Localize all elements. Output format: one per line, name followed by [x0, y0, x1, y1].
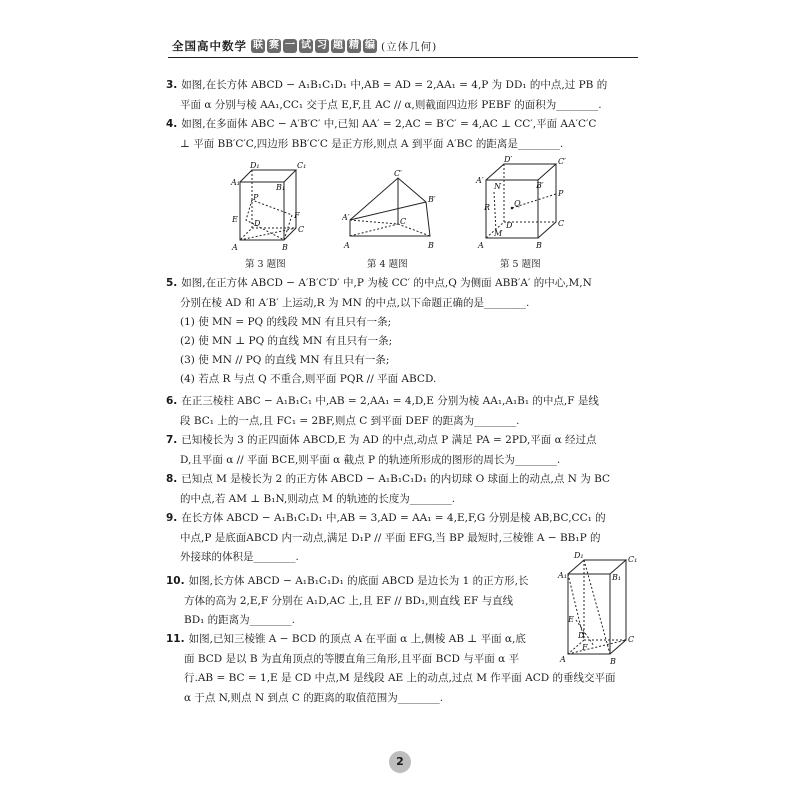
- question-text: D,且平面 α // 平面 BCE,则平面 α 截点 P 的轨迹所形成的图形的周长为________.: [180, 453, 561, 466]
- question-7: [166, 431, 597, 470]
- svg-text:C′: C′: [394, 169, 402, 178]
- question-3: [166, 76, 607, 115]
- question-number: 9.: [166, 512, 178, 524]
- svg-text:A: A: [232, 243, 238, 252]
- question-text: 如图,长方体 ABCD − A₁B₁C₁D₁ 的底面 ABCD 是边长为 1 的正方形,长: [188, 575, 529, 587]
- svg-text:E: E: [568, 615, 574, 624]
- svg-text:B: B: [536, 241, 542, 250]
- page-number: 2: [389, 751, 411, 773]
- question-text: 在正三棱柱 ABC − A₁B₁C₁ 中,AB = 2,AA₁ = 4,D,E 分别为棱 AA₁,A₁B₁ 的中点,F 是线: [181, 395, 599, 407]
- question-text: 已知棱长为 3 的正四面体 ABCD,E 为 AD 的中点,动点 P 满足 PA = 2PD,平面 α 经过点: [181, 434, 597, 446]
- svg-text:C₁: C₁: [628, 555, 638, 564]
- chapter-subtitle: (立体几何): [381, 40, 438, 53]
- question-text: 在长方体 ABCD − A₁B₁C₁D₁ 中,AB = 3,AD = AA₁ = 4,E,F,G 分别是棱 AB,BC,CC₁ 的: [181, 512, 606, 524]
- question-9: [166, 509, 606, 568]
- question-text: 如图,在正方体 ABCD − A′B′C′D′ 中,P 为棱 CC′ 的中点,Q 为侧面 ABB′A′ 的中心,M,N: [181, 277, 592, 289]
- svg-text:D: D: [506, 221, 513, 230]
- svg-text:D: D: [254, 219, 261, 228]
- question-number: 8.: [166, 473, 178, 485]
- svg-text:C: C: [400, 217, 407, 226]
- badge-char: 试: [301, 40, 311, 51]
- svg-text:A′: A′: [476, 176, 484, 185]
- figure-q5-cube: [474, 156, 574, 252]
- question-text: 方体的高为 2,E,F 分别在 A₁D,AC 上,且 EF // BD₁,则直线 EF 与直线: [184, 594, 514, 607]
- question-text: 已知点 M 是棱长为 2 的正方体 ABCD − A₁B₁C₁D₁ 的内切球 O 球面上的动点,点 N 为 BC: [181, 473, 611, 485]
- question-number: 5.: [166, 277, 178, 289]
- q5-option-2: (2) 使 MN ⊥ PQ 的直线 MN 有且只有一条;: [180, 335, 393, 347]
- badge-char: 联: [253, 40, 263, 51]
- question-text: 行.AB = BC = 1,E 是 CD 中点,M 是线段 AE 上的动点,过点 M 作平面 ACD 的垂线交平面: [184, 672, 616, 684]
- header-rule: [168, 57, 638, 58]
- badge-char: 一: [285, 40, 295, 51]
- svg-text:B′: B′: [536, 181, 544, 190]
- question-number: 11.: [166, 633, 185, 645]
- question-11: [166, 630, 616, 708]
- question-4: [166, 115, 596, 154]
- svg-text:N: N: [494, 182, 501, 191]
- badge-char: 习: [317, 40, 327, 51]
- question-text: 面 BCD 是以 B 为直角顶点的等腰直角三角形,且平面 BCD 与平面 α 平: [184, 652, 520, 665]
- figure-q10-cuboid: [556, 550, 640, 668]
- badge-char: 编: [365, 40, 375, 51]
- svg-text:B: B: [610, 657, 616, 666]
- q5-option-1: (1) 使 MN = PQ 的线段 MN 有且只有一条;: [180, 316, 392, 328]
- svg-text:D′: D′: [504, 156, 513, 164]
- question-text: α 于点 N,则点 N 到点 C 的距离的取值范围为________.: [184, 691, 444, 704]
- question-text: 中点,P 是底面ABCD 内一动点,满足 D₁P // 平面 EFG,当 BP 最短时,三棱锥 A − BB₁P 的: [180, 531, 601, 544]
- question-number: 10.: [166, 575, 185, 587]
- question-text: BD₁ 的距离为________.: [184, 614, 296, 626]
- svg-text:D₁: D₁: [574, 551, 584, 560]
- question-text: ⊥ 平面 BB′C′C,四边形 BB′C′C 是正方形,则点 A 到平面 A′BC 的距离是________.: [180, 137, 564, 150]
- q5-option-3: (3) 使 MN // PQ 的直线 MN 有且只有一条;: [180, 354, 390, 366]
- svg-text:C′: C′: [558, 157, 566, 166]
- question-text: 如图,在多面体 ABC − A′B′C′ 中,已知 AA′ = 2,AC = B′C′ = 4,AC ⊥ CC′,平面 AA′C′C: [181, 118, 597, 130]
- question-number: 6.: [166, 395, 178, 407]
- question-text: 的中点,若 AM ⊥ B₁N,则动点 M 的轨迹的长度为________.: [180, 492, 456, 505]
- question-text: 分别在棱 AD 和 A′B′ 上运动,R 为 MN 的中点,以下命题正确的是________.: [180, 296, 530, 309]
- question-5: [166, 274, 592, 313]
- question-number: 4.: [166, 118, 178, 130]
- svg-text:P: P: [558, 189, 564, 198]
- q5-option-4: (4) 若点 R 与点 Q 不重合,则平面 PQR // 平面 ABCD.: [180, 373, 437, 385]
- figure-caption: 第 5 题图: [500, 259, 541, 270]
- svg-text:F: F: [582, 643, 588, 652]
- svg-text:Q: Q: [514, 199, 521, 208]
- question-text: 段 BC₁ 上的一点,且 FC₁ = 2BF,则点 C 到平面 DEF 的距离为________.: [180, 414, 520, 427]
- figure-q3-cuboid: [226, 160, 310, 252]
- book-title-badge: [251, 39, 377, 53]
- svg-text:C: C: [628, 635, 635, 644]
- badge-char: 题: [333, 40, 343, 51]
- svg-text:A: A: [560, 655, 566, 664]
- figure-caption: 第 3 题图: [245, 259, 286, 270]
- svg-text:C: C: [298, 225, 305, 234]
- question-text: 外接球的体积是________.: [180, 551, 299, 563]
- badge-char: 精: [349, 40, 359, 51]
- figure-caption: 第 4 题图: [367, 259, 408, 270]
- svg-text:R: R: [484, 203, 491, 212]
- question-text: 平面 α 分别与棱 AA₁,CC₁ 交于点 E,F,且 AC // α,则截面四边形 PEBF 的面积为________.: [180, 98, 602, 111]
- badge-char: 赛: [269, 40, 279, 51]
- svg-text:B: B: [282, 243, 288, 252]
- svg-text:A₁: A₁: [558, 571, 567, 580]
- question-text: 如图,已知三棱锥 A − BCD 的顶点 A 在平面 α 上,侧棱 AB ⊥ 平面 α,底: [188, 633, 526, 645]
- svg-text:A: A: [478, 241, 484, 250]
- svg-text:C₁: C₁: [297, 161, 307, 170]
- svg-text:A′: A′: [342, 213, 350, 222]
- svg-text:F: F: [294, 211, 300, 220]
- question-number: 3.: [166, 79, 178, 91]
- svg-text:D: D: [578, 631, 585, 640]
- question-6: [166, 392, 599, 431]
- svg-text:B₁: B₁: [276, 183, 286, 192]
- svg-text:B: B: [428, 241, 434, 250]
- svg-text:A₁: A₁: [231, 178, 240, 187]
- figure-q4-polyhedron: [342, 168, 440, 252]
- svg-text:B₁: B₁: [612, 573, 622, 582]
- svg-text:A: A: [344, 241, 350, 250]
- svg-text:P: P: [253, 193, 259, 202]
- question-number: 7.: [166, 434, 178, 446]
- question-text: 如图,在长方体 ABCD − A₁B₁C₁D₁ 中,AB = AD = 2,AA₁ = 4,P 为 DD₁ 的中点,过 PB 的: [181, 79, 608, 91]
- svg-text:E: E: [232, 215, 238, 224]
- question-10: [166, 572, 528, 631]
- question-8: [166, 470, 610, 509]
- book-series-title: 全国高中数学: [172, 39, 247, 53]
- svg-text:B′: B′: [428, 195, 436, 204]
- svg-text:M: M: [494, 229, 503, 238]
- svg-text:C: C: [558, 219, 565, 228]
- page-header: [172, 38, 437, 54]
- svg-text:D₁: D₁: [250, 161, 260, 170]
